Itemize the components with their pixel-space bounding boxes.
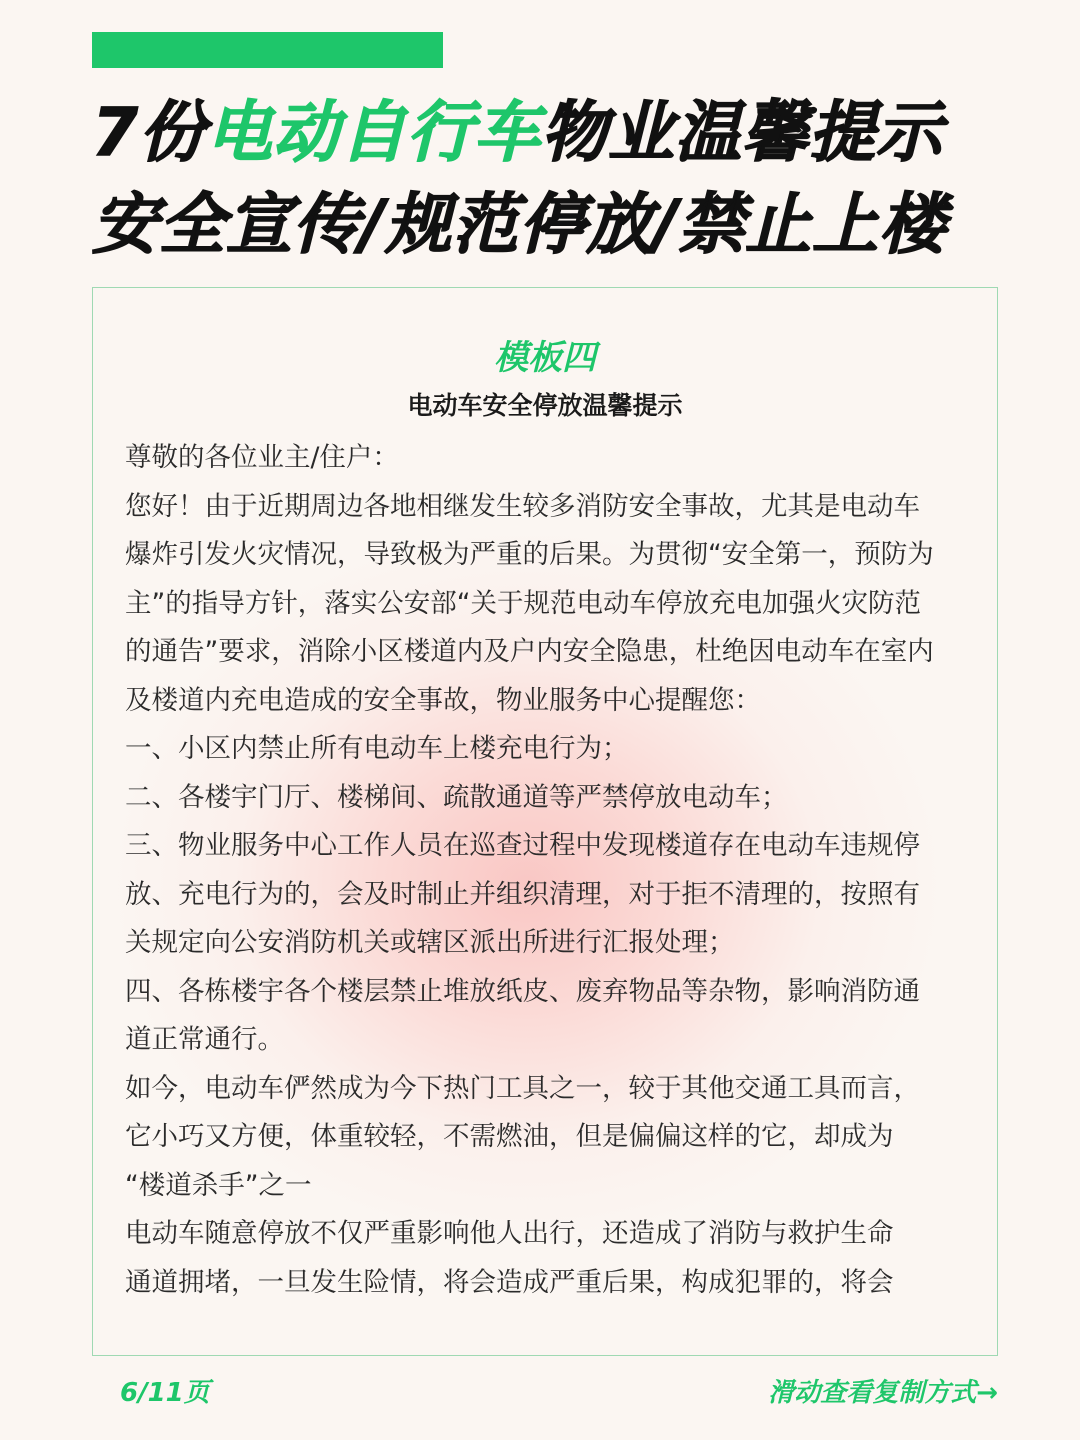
notice-body [125,434,980,1307]
body-line: 如今，电动车俨然成为今下热门工具之一，较于其他交通工具而言， [125,1072,920,1104]
body-line: 尊敬的各位业主/住户： [125,442,399,473]
body-line: 的通告”要求，消除小区楼道内及户内安全隐患，杜绝因电动车在室内 [125,636,934,667]
body-line: 通道拥堵，一旦发生险情，将会造成严重后果，构成犯罪的，将会 [125,1266,894,1298]
headline-highlight: 电动自行车 [205,94,541,171]
body-line: 电动车随意停放不仅严重影响他人出行，还造成了消防与救护生命 [125,1218,894,1249]
page-indicator: 6/11页 [120,1378,210,1408]
body-line: 及楼道内充电造成的安全事故，物业服务中心提醒您： [125,684,761,716]
body-line: 四、各栋楼宇各个楼层禁止堆放纸皮、废弃物品等杂物，影响消防通 [125,975,920,1007]
headline-prefix: 7份 [92,94,206,171]
template-label: 模板四 [494,338,596,378]
body-line: 关规定向公安消防机关或辖区派出所进行汇报处理； [125,927,735,958]
body-line: 一、小区内禁止所有电动车上楼充电行为； [125,733,629,764]
headline-suffix: 物业温馨提示 [540,94,943,171]
body-line: “楼道杀手”之一 [125,1169,312,1201]
swipe-hint[interactable]: 滑动查看复制方式→ [768,1378,998,1408]
body-line: 爆炸引发火灾情况，导致极为严重的后果。为贯彻“安全第一，预防为 [125,539,934,570]
body-line: 它小巧又方便，体重较轻，不需燃油，但是偏偏这样的它，却成为 [125,1121,894,1152]
body-line: 三、物业服务中心工作人员在巡查过程中发现楼道存在电动车违规停 [125,830,920,861]
body-line: 您好！由于近期周边各地相继发生较多消防安全事故，尤其是电动车 [125,490,920,522]
headline-line-1 [92,94,1032,171]
body-line: 主”的指导方针，落实公安部“关于规范电动车停放充电加强火灾防范 [125,587,921,619]
body-line: 道正常通行。 [125,1024,284,1055]
notice-card [92,287,998,1356]
body-line: 二、各楼宇门厅、楼梯间、疏散通道等严禁停放电动车； [125,781,788,813]
headline-line-2: 安全宣传/规范停放/禁止上楼 [92,186,947,263]
accent-bar [92,32,443,68]
notice-title: 电动车安全停放温馨提示 [407,391,683,420]
body-line: 放、充电行为的，会及时制止并组织清理，对于拒不清理的，按照有 [125,878,920,910]
